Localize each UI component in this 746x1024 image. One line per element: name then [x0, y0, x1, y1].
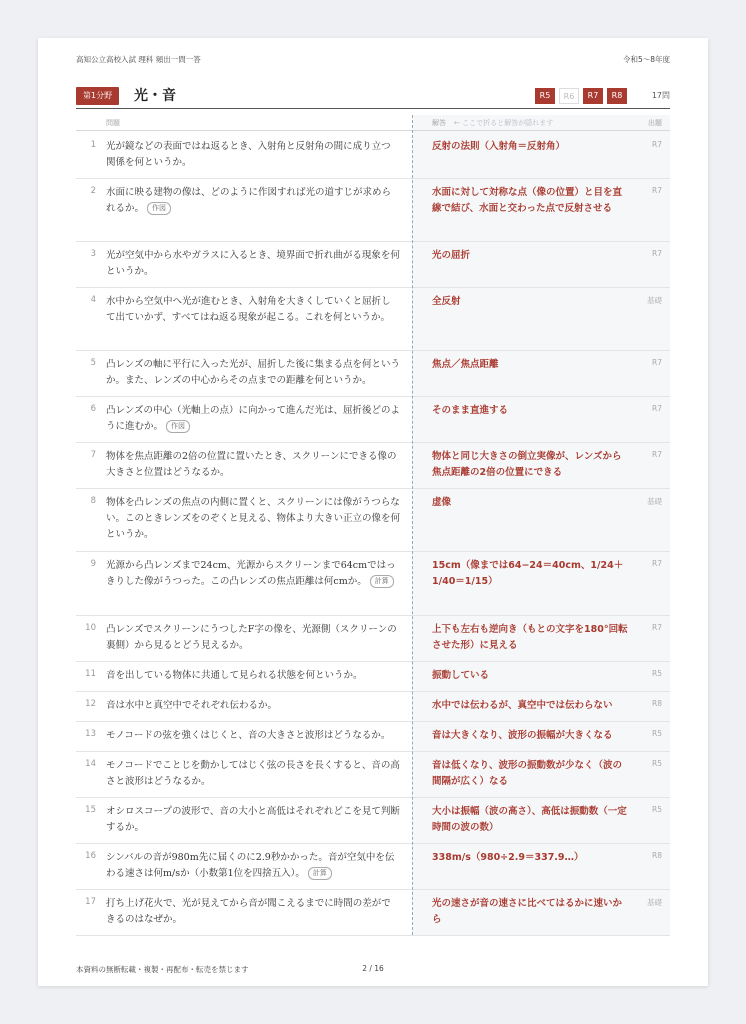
answer-text: 光の速さが音の速さに比べてはるかに速いから: [432, 898, 623, 925]
answer-text: そのまま直進する: [432, 405, 509, 416]
question-tag: 計算: [370, 575, 394, 588]
question-number: 16: [85, 851, 96, 861]
question-number: 15: [85, 805, 96, 815]
answer-text: 振動している: [432, 670, 490, 681]
table-row: [76, 661, 670, 692]
question-text: [106, 449, 400, 481]
table-row: [76, 797, 670, 844]
question-number: 14: [85, 759, 96, 769]
question-body: 打ち上げ花火で、光が見えてから音が聞こえるまでに時間の差ができるのはなぜか。: [106, 898, 391, 925]
table-row: [76, 551, 670, 616]
question-number: 11: [85, 669, 96, 679]
document-page: [38, 38, 708, 986]
source-label: R7: [652, 404, 662, 413]
answer-text: 水面に対して対称な点（像の位置）と目を直線で結び、水面と交わった点で反射させる: [432, 187, 623, 214]
source-label: R8: [652, 851, 662, 860]
question-body: 音を出している物体に共通して見られる状態を何というか。: [106, 670, 363, 681]
question-body: 凸レンズの軸に平行に入った光が、屈折した後に集まる点を何というか。また、レンズの中心からその点までの距離を何というか。: [106, 359, 400, 386]
page-number: 2 / 16: [362, 964, 384, 973]
question-tag: 作図: [147, 202, 171, 215]
answer-text: 上下も左右も逆向き（もとの文字を180°回転させた形）に見える: [432, 624, 628, 651]
question-number: 1: [90, 140, 96, 150]
source-label: 基礎: [647, 497, 662, 506]
question-body: モノコードでことじを動かしてはじく弦の長さを長くすると、音の高さと波形はどうなるか。: [106, 760, 400, 787]
answer-text: 音は低くなり、波形の振動数が少なく（波の間隔が広く）なる: [432, 760, 623, 787]
table-row: [76, 132, 670, 179]
question-number: 3: [90, 249, 96, 259]
question-number: 2: [90, 186, 96, 196]
question-number: 5: [90, 358, 96, 368]
table-row: [76, 889, 670, 936]
question-text: [106, 804, 400, 836]
year-badge-r5: R5: [535, 88, 555, 104]
question-number: 4: [90, 295, 96, 305]
question-text: [106, 558, 400, 590]
question-tag: 計算: [308, 867, 332, 880]
table-row: [76, 350, 670, 397]
question-body: 物体を凸レンズの焦点の内側に置くと、スクリーンには像がうつらない。このときレンズをのぞくと見える、物体より大きい正立の像を何というか。: [106, 497, 400, 540]
column-header-source: 出題: [648, 119, 662, 127]
answer-text: 虚像: [432, 497, 452, 508]
question-body: シンバルの音が980m先に届くのに2.9秒かかった。音が空気中を伝わる速さは何m/sか（小数第1位を四捨五入）。: [106, 852, 395, 879]
answer-text: 物体と同じ大きさの倒立実像が、レンズから焦点距離の2倍の位置にできる: [432, 451, 622, 478]
fold-line: [412, 115, 413, 935]
question-body: オシロスコープの波形で、音の大小と高低はそれぞれどこを見て判断するか。: [106, 806, 400, 833]
answer-text: 大小は振幅（波の高さ）、高低は振動数（一定時間の波の数）: [432, 806, 627, 833]
table-row: [76, 287, 670, 351]
question-number: 8: [90, 496, 96, 506]
question-number: 17: [85, 897, 96, 907]
source-label: R7: [652, 249, 662, 258]
question-text: [106, 248, 400, 280]
question-body: 水中から空気中へ光が進むとき、入射角を大きくしていくと屈折して出ていかず、すべてはね返る現象が起こる。これを何というか。: [106, 296, 391, 323]
answer-text: 光の屈折: [432, 250, 471, 261]
table-row: [76, 691, 670, 722]
answer-text: 音は大きくなり、波形の振幅が大きくなる: [432, 730, 613, 741]
answer-text: 水中では伝わるが、真空中では伝わらない: [432, 700, 613, 711]
source-label: R5: [652, 729, 662, 738]
question-text: [106, 668, 400, 684]
question-text: [106, 357, 400, 389]
answer-text: 全反射: [432, 296, 461, 307]
column-header-answer: 解答: [432, 119, 446, 127]
title-rule: [76, 108, 670, 109]
fold-hint: ← ここで折ると解答が隠れます: [454, 119, 554, 127]
section-tag: 第1分野: [76, 87, 119, 105]
question-text: [106, 758, 400, 790]
year-badge-r8: R8: [607, 88, 627, 104]
question-body: 光が鏡などの表面ではね返るとき、入射角と反射角の間に成り立つ関係を何というか。: [106, 141, 391, 168]
question-number: 7: [90, 450, 96, 460]
question-text: [106, 622, 400, 654]
section-title: 光・音: [134, 88, 176, 104]
answer-text: 反射の法則（入射角＝反射角）: [432, 141, 566, 152]
table-row: [76, 396, 670, 443]
source-label: R7: [652, 358, 662, 367]
question-body: 光源から凸レンズまで24cm、光源からスクリーンまで64cmではっきりした像がうつった。この凸レンズの焦点距離は何cmか。: [106, 560, 396, 587]
source-label: R5: [652, 759, 662, 768]
year-badge-r7: R7: [583, 88, 603, 104]
question-number: 9: [90, 559, 96, 569]
column-header-question: 問題: [106, 119, 120, 127]
source-label: R5: [652, 669, 662, 678]
question-text: [106, 294, 400, 326]
question-number: 10: [85, 623, 96, 633]
table-row: [76, 721, 670, 752]
answer-text: 15cm（像までは64−24＝40cm、1/24＋1/40＝1/15）: [432, 560, 624, 587]
source-label: R8: [652, 699, 662, 708]
source-label: 基礎: [647, 898, 662, 907]
header-years-range: 令和5～8年度: [622, 55, 670, 64]
table-row: [76, 751, 670, 798]
question-body: 物体を焦点距離の2倍の位置に置いたとき、スクリーンにできる像の大きさと位置はどうなるか。: [106, 451, 397, 478]
question-body: 水面に映る建物の像は、どのように作図すれば光の道すじが求められるか。: [106, 187, 392, 214]
question-text: [106, 403, 400, 435]
question-text: [106, 850, 400, 882]
answer-text: 338m/s（980÷2.9＝337.9…）: [432, 852, 584, 863]
question-body: 凸レンズの中心（光軸上の点）に向かって進んだ光は、屈折後どのように進むか。: [106, 405, 400, 432]
question-count: 17問: [651, 91, 670, 100]
source-label: R7: [652, 623, 662, 632]
question-text: [106, 896, 400, 928]
table-row: [76, 241, 670, 288]
question-number: 6: [90, 404, 96, 414]
question-text: [106, 185, 400, 217]
source-label: R7: [652, 186, 662, 195]
question-text: [106, 728, 400, 744]
question-body: 音は水中と真空中でそれぞれ伝わるか。: [106, 700, 278, 711]
question-tag: 作図: [166, 420, 190, 433]
source-label: R7: [652, 559, 662, 568]
table-row: [76, 615, 670, 662]
question-text: [106, 139, 400, 171]
table-row: [76, 843, 670, 890]
question-body: モノコードの弦を強くはじくと、音の大きさと波形はどうなるか。: [106, 730, 391, 741]
question-number: 12: [85, 699, 96, 709]
source-label: 基礎: [647, 296, 662, 305]
table-row: [76, 488, 670, 552]
footer-notice: 本資料の無断転載・複製・再配布・転売を禁じます: [76, 965, 249, 974]
question-body: 凸レンズでスクリーンにうつしたF字の像を、光源側（スクリーンの裏側）から見るとどう見えるか。: [106, 624, 397, 651]
year-badge-r6: R6: [559, 88, 579, 104]
source-label: R5: [652, 805, 662, 814]
table-row: [76, 442, 670, 489]
answer-text: 焦点／焦点距離: [432, 359, 499, 370]
header-rule: [76, 130, 670, 131]
question-number: 13: [85, 729, 96, 739]
question-text: [106, 698, 400, 714]
source-label: R7: [652, 450, 662, 459]
question-text: [106, 495, 400, 543]
source-label: R7: [652, 140, 662, 149]
question-body: 光が空気中から水やガラスに入るとき、境界面で折れ曲がる現象を何というか。: [106, 250, 400, 277]
header-subject: 高知公立高校入試 理科 頻出一問一答: [76, 55, 201, 64]
table-row: [76, 178, 670, 242]
